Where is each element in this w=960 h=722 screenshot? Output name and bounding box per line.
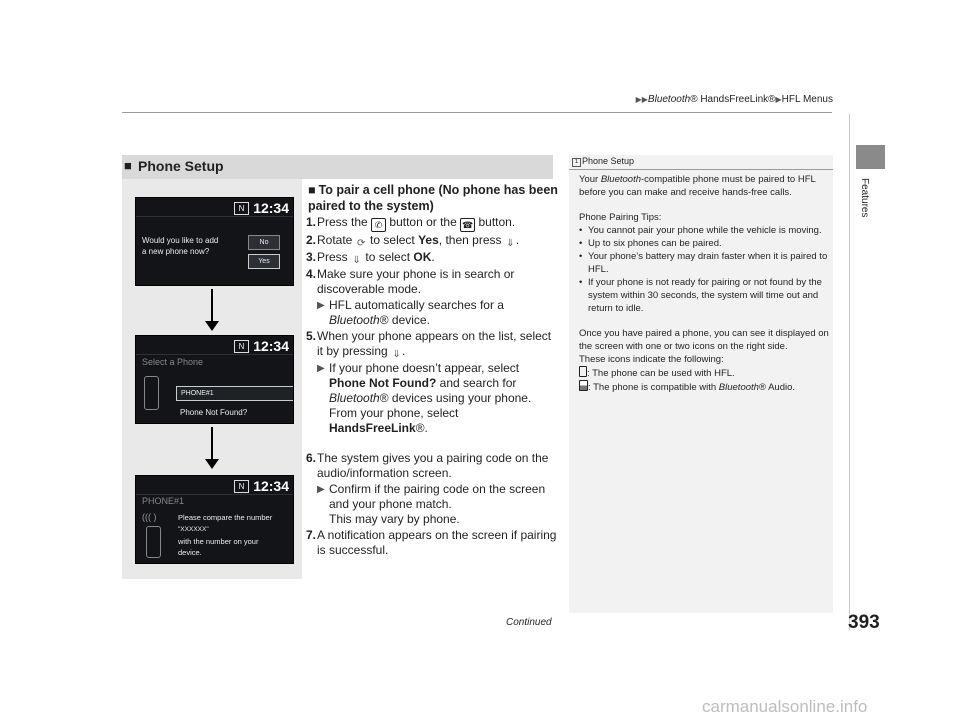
- note-paragraph: Once you have paired a phone, you can see it displayed on the screen with one or two icons on the right side.: [579, 328, 829, 352]
- screen-divider: [136, 216, 293, 217]
- screen-yes-button: Yes: [248, 254, 280, 269]
- note-text: : The phone is compatible with: [588, 382, 717, 393]
- note-text-bluetooth: Bluetooth: [718, 382, 759, 393]
- step-number: 4.: [306, 267, 317, 281]
- selector-knob-press-icon: ⇓: [506, 238, 515, 249]
- note-bullet: • Up to six phones can be paired.: [579, 237, 829, 250]
- spacer: [579, 315, 829, 327]
- pick-up-button-icon: ☎: [462, 220, 474, 230]
- step-number: 1.: [306, 215, 317, 229]
- chapter-tab-text: Features: [859, 178, 870, 218]
- note-tips-title: Phone Pairing Tips:: [579, 212, 662, 223]
- selector-knob-press-icon: ⇓: [352, 255, 361, 266]
- step-option-yes: Yes: [418, 233, 439, 247]
- header-rule: [122, 112, 832, 113]
- procedure-heading: [308, 182, 558, 214]
- step-5-result: [308, 361, 558, 436]
- result-text: If your phone doesn’t appear, select: [329, 361, 520, 375]
- down-arrow-icon: [205, 459, 219, 469]
- section-heading: [122, 155, 553, 179]
- step-number: 3.: [306, 250, 317, 264]
- note-heading: [569, 155, 833, 170]
- step-text: Rotate: [317, 233, 353, 247]
- flow-arrow-line: [211, 427, 213, 460]
- step-4: [308, 267, 558, 297]
- selector-knob-rotate-icon: ⟳: [357, 238, 366, 249]
- page-number: 393: [848, 612, 880, 633]
- step-text: , then press: [438, 233, 502, 247]
- screen-badge: N: [234, 202, 249, 215]
- phone-icon: [144, 376, 159, 410]
- screen-divider: [136, 494, 293, 495]
- step-number: 7.: [306, 528, 317, 542]
- result-text: Confirm if the pairing code on the screen and your phone match.: [329, 482, 546, 511]
- note-icon-line: [579, 366, 829, 380]
- step-1: [308, 215, 558, 232]
- section-title: Phone Setup: [138, 158, 224, 174]
- result-option-not-found: Phone Not Found?: [329, 376, 437, 390]
- step-text: Make sure your phone is in search or discoverable mode.: [317, 267, 515, 296]
- screen-item-phone1: PHONE#1: [176, 386, 294, 401]
- step-number: 5.: [306, 329, 317, 343]
- screen-pairing-code: [135, 475, 294, 564]
- instructions: [308, 182, 558, 558]
- step-text: .: [402, 344, 406, 358]
- continued-label: Continued: [506, 617, 552, 628]
- screen-badge: N: [234, 480, 249, 493]
- screen-select-phone: [135, 335, 294, 424]
- result-option-handsfreelink: HandsFreeLink: [329, 421, 416, 435]
- screen-title: PHONE#1: [142, 496, 185, 506]
- hfl-phone-icon: [579, 366, 587, 377]
- note-title: Phone Setup: [582, 156, 635, 166]
- screen-message-4: device.: [178, 548, 202, 557]
- note-icon-line: [579, 380, 829, 394]
- step-text: button.: [478, 215, 516, 229]
- result-text-bluetooth: Bluetooth: [329, 391, 380, 405]
- screen-divider: [136, 354, 293, 355]
- screen-add-phone: [135, 197, 294, 286]
- screen-no-button: No: [248, 235, 280, 250]
- side-rule: [849, 114, 850, 630]
- step-4-result: [308, 298, 558, 328]
- step-text: Press: [317, 250, 348, 264]
- breadcrumb-arrow-icon: ▶▶: [635, 95, 648, 104]
- screen-message-3: with the number on your: [178, 537, 259, 546]
- breadcrumb-handsfreelink: ® HandsFreeLink®: [690, 94, 776, 105]
- screen-clock: 12:34: [253, 200, 289, 216]
- screen-message-1: Please compare the number: [178, 513, 273, 522]
- chapter-tab-label: [858, 178, 872, 258]
- screen-item-not-found: Phone Not Found?: [180, 408, 248, 417]
- step-text: A notification appears on the screen if pairing is successful.: [317, 528, 557, 557]
- breadcrumb-hfl-menus: HFL Menus: [781, 94, 833, 105]
- step-6: [308, 451, 558, 481]
- down-arrow-icon: [205, 321, 219, 331]
- result-text: ® device.: [379, 313, 430, 327]
- screen-clock: 12:34: [253, 338, 289, 354]
- step-text: to select: [365, 250, 411, 264]
- note-text: Your: [579, 174, 599, 185]
- result-arrow-icon: ▶: [317, 300, 325, 311]
- note-paragraph: [579, 173, 829, 199]
- note-bullet: • Your phone’s battery may drain faster when it is paired to HFL.: [579, 250, 829, 276]
- flow-arrow-line: [211, 289, 213, 322]
- note-panel: [569, 155, 833, 613]
- procedure-heading-text: To pair a cell phone (No phone has been paired to the system): [308, 183, 558, 213]
- section-marker: ■: [124, 158, 132, 173]
- breadcrumb-bluetooth: Bluetooth: [647, 94, 691, 105]
- result-text: This may vary by phone.: [329, 512, 460, 526]
- result-text-bluetooth: Bluetooth: [329, 313, 380, 327]
- watermark: carmanualsonline.info: [702, 697, 868, 716]
- step-text: .: [515, 233, 520, 247]
- result-arrow-icon: ▶: [317, 363, 325, 374]
- breadcrumb-arrow-icon: ▶: [775, 95, 782, 104]
- note-text: -compatible phone must be paired to HFL before you can make and receive hands-free calls.: [579, 174, 816, 198]
- note-number: 1: [572, 158, 581, 167]
- screen-message-code: "XXXXXX": [178, 526, 209, 533]
- step-number: 2.: [306, 233, 317, 247]
- note-paragraph: These icons indicate the following:: [579, 354, 724, 365]
- screen-title: Select a Phone: [142, 357, 204, 367]
- step-number: 6.: [306, 451, 317, 465]
- screenshot-column: [122, 179, 302, 579]
- step-text: Press the: [317, 215, 368, 229]
- step-2: [308, 233, 558, 249]
- step-5: [308, 329, 558, 360]
- heading-marker-icon: ■: [308, 183, 316, 197]
- breadcrumb: [500, 94, 833, 105]
- note-body: [579, 173, 829, 394]
- note-text-bluetooth: Bluetooth: [600, 174, 641, 185]
- step-text: The system gives you a pairing code on the audio/information screen.: [317, 451, 549, 480]
- selector-knob-press-icon: ⇓: [392, 349, 401, 360]
- phone-icon: [146, 526, 161, 558]
- step-6-result: [308, 482, 558, 527]
- screen-badge: N: [234, 340, 249, 353]
- note-text: ® Audio.: [758, 382, 796, 393]
- result-text: and search for: [439, 376, 517, 390]
- step-3: [308, 250, 558, 266]
- result-text: ® devices using your phone. From your phone, select: [329, 391, 532, 420]
- wireless-signal-icon: ((( ): [142, 512, 157, 522]
- screen-prompt: Would you like to add a new phone now?: [142, 236, 219, 256]
- result-text: ®.: [415, 421, 428, 435]
- spacer: [308, 436, 558, 450]
- note-text: : The phone can be used with HFL.: [587, 368, 735, 379]
- result-arrow-icon: ▶: [317, 484, 325, 495]
- result-text: HFL automatically searches for a: [329, 298, 504, 312]
- chapter-tab-marker: [856, 145, 885, 169]
- screen-clock: 12:34: [253, 478, 289, 494]
- bluetooth-audio-phone-icon: [579, 380, 588, 391]
- note-bullet: • You cannot pair your phone while the vehicle is moving.: [579, 224, 829, 237]
- step-text: When your phone appears on the list, select it by pressing: [317, 329, 552, 358]
- step-text: .: [431, 250, 435, 264]
- step-7: [308, 528, 558, 558]
- note-bullet: • If your phone is not ready for pairing or not found by the system within 30 seconds, the system will time out and return to idle.: [579, 276, 829, 315]
- spacer: [579, 199, 829, 211]
- step-text: to select: [370, 233, 415, 247]
- step-option-ok: OK: [413, 250, 432, 264]
- step-text: button or the: [389, 215, 457, 229]
- phone-button-icon: ✆: [371, 218, 386, 232]
